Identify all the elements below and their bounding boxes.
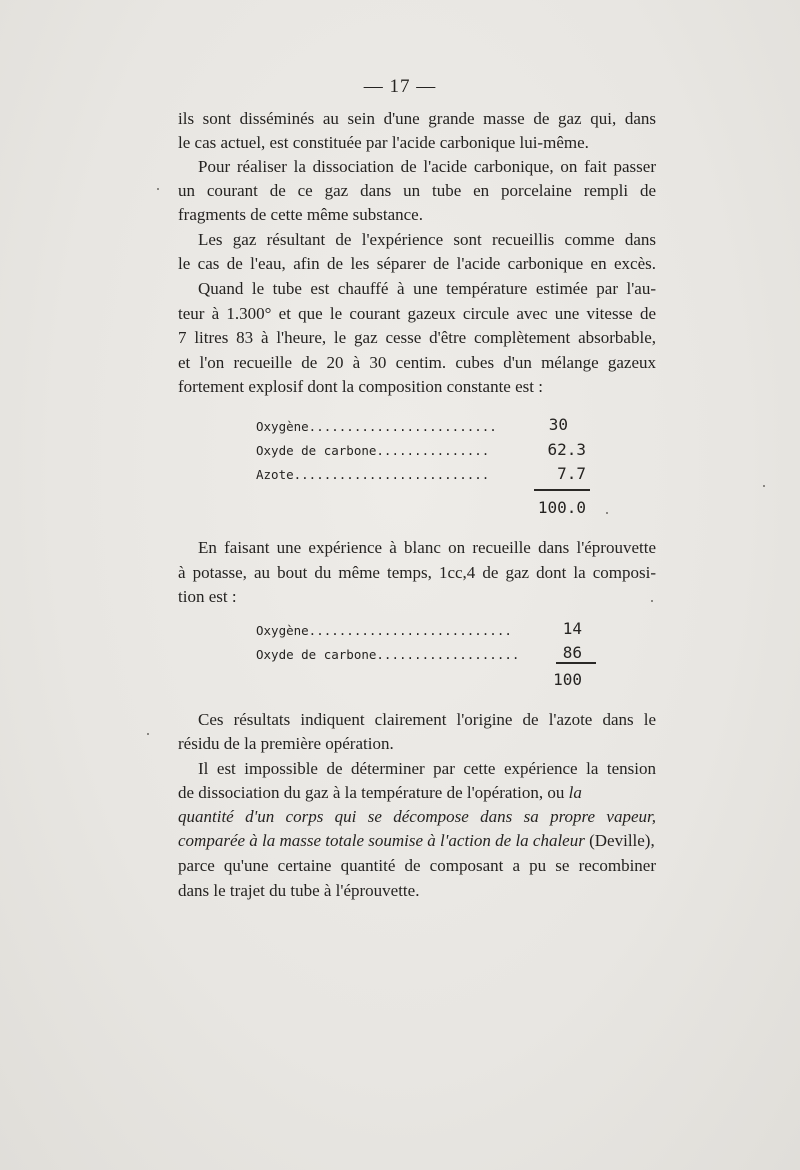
row-value: 86	[562, 643, 582, 662]
text-line: tion est :	[178, 587, 237, 606]
text-line: 7 litres 83 à l'heure, le gaz cesse d'être complètement absorbable,	[178, 328, 656, 347]
table-total: 100.0	[537, 498, 586, 517]
text-line: fragments de cette même substance.	[178, 205, 423, 224]
row-label: Azote..........................	[256, 467, 490, 482]
text-line: Les gaz résultant de l'expérience sont recueillis comme dans	[198, 230, 656, 249]
scan-speck	[606, 512, 608, 514]
italic-span: la	[568, 783, 582, 802]
text-span: (Deville),	[589, 831, 655, 850]
text-span: de dissociation du gaz à la température de l'opération, ou	[178, 783, 565, 802]
text-line: à potasse, au bout du même temps, 1cc,4 de gaz dont la composi-	[178, 563, 656, 582]
row-value: 7.7	[557, 464, 586, 483]
row-label: Oxygène...........................	[256, 623, 512, 638]
row-value: 62.3	[547, 440, 586, 459]
row-label: Oxyde de carbone...................	[256, 647, 520, 662]
row-label: Oxygène.........................	[256, 419, 497, 434]
text-line: le cas de l'eau, afin de les séparer de l'acide carbonique en excès.	[178, 254, 656, 273]
text-line: un courant de ce gaz dans un tube en porcelaine rempli de	[178, 181, 656, 200]
table-total: 100	[553, 670, 582, 689]
text-line: et l'on recueille de 20 à 30 centim. cubes d'un mélange gazeux	[178, 353, 656, 372]
page-number: — 17 —	[363, 76, 437, 97]
table-row	[256, 441, 489, 461]
text-line: dans le trajet du tube à l'éprouvette.	[178, 881, 420, 900]
table-row	[256, 465, 489, 485]
text-line	[178, 830, 655, 852]
text-line: ils sont disséminés au sein d'une grande masse de gaz qui, dans	[178, 109, 656, 128]
scan-speck	[763, 485, 765, 487]
table-row	[256, 621, 512, 641]
text-line: Il est impossible de déterminer par cette expérience la tension	[198, 759, 656, 778]
sum-rule	[534, 489, 590, 491]
text-line: parce qu'une certaine quantité de composant a pu se recombiner	[178, 856, 656, 875]
sum-rule	[556, 662, 596, 664]
text-line: Ces résultats indiquent clairement l'origine de l'azote dans le	[198, 710, 656, 729]
text-line: le cas actuel, est constituée par l'acide carbonique lui-même.	[178, 133, 589, 152]
scan-speck	[651, 600, 653, 602]
scan-speck	[147, 733, 149, 735]
text-line: teur à 1.300° et que le courant gazeux circule avec une vitesse de	[178, 304, 656, 323]
text-line: fortement explosif dont la composition constante est :	[178, 377, 543, 396]
italic-line: quantité d'un corps qui se décompose dans sa propre vapeur,	[178, 807, 656, 826]
row-value: 14	[562, 619, 582, 638]
text-line	[178, 782, 582, 804]
row-value: 30	[548, 415, 568, 434]
italic-span: comparée à la masse totale soumise à l'action de la chaleur	[178, 831, 585, 850]
text-line: résidu de la première opération.	[178, 734, 394, 753]
text-line: Pour réaliser la dissociation de l'acide carbonique, on fait passer	[198, 157, 656, 176]
table-row	[256, 417, 497, 437]
scan-speck	[157, 188, 159, 190]
table-row	[256, 645, 519, 665]
text-line: Quand le tube est chauffé à une température estimée par l'au-	[198, 279, 656, 298]
row-label: Oxyde de carbone...............	[256, 443, 490, 458]
text-line: En faisant une expérience à blanc on recueille dans l'éprouvette	[198, 538, 656, 557]
